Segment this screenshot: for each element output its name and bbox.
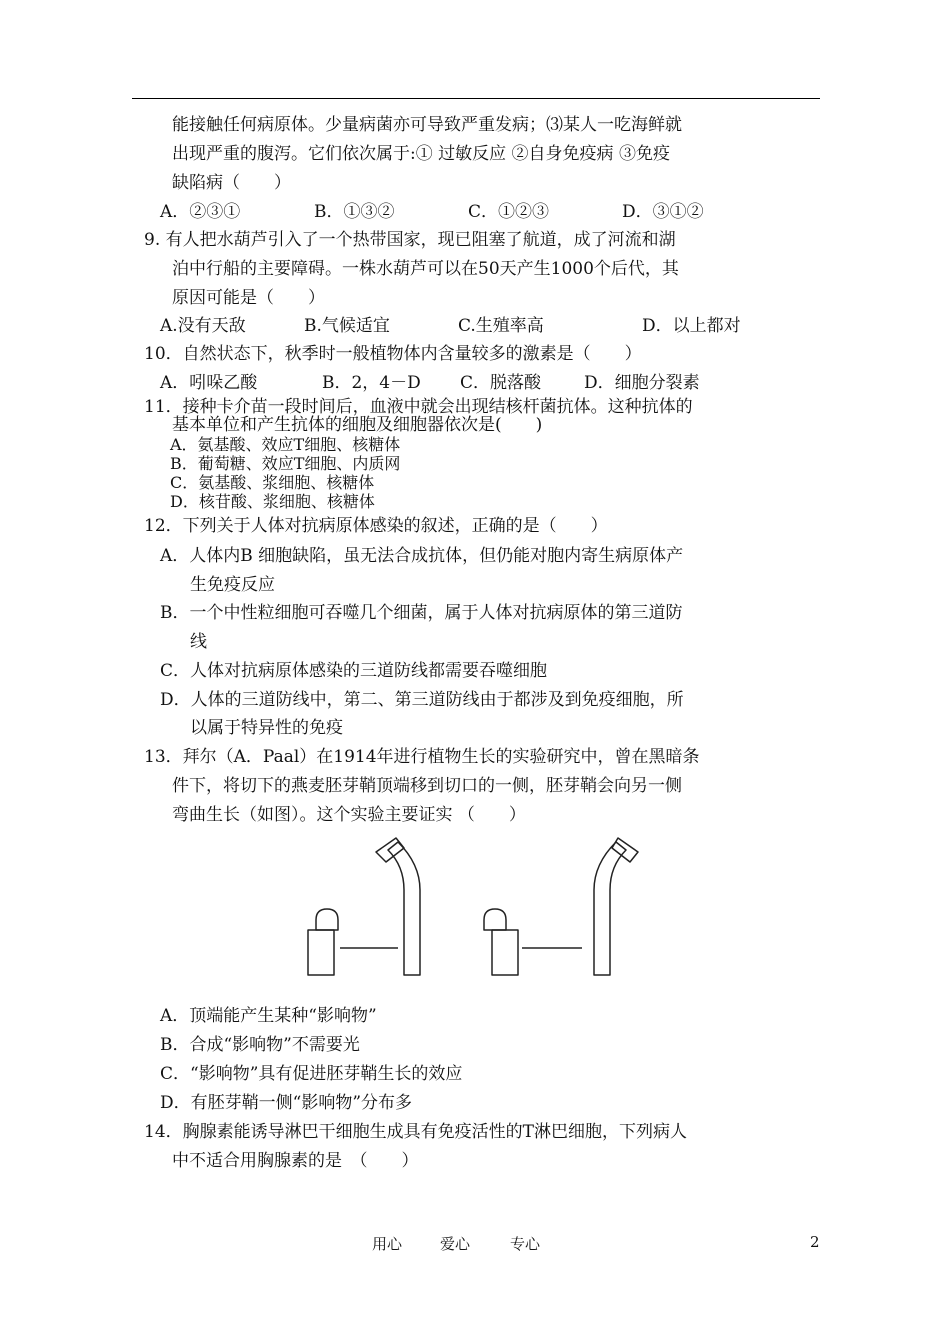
q8-line-1: 能接触任何病原体。少量病菌亦可导致严重发病；⑶某人一吃海鲜就	[172, 115, 682, 135]
q13-option-d: D．有胚芽鞘一侧“影响物”分布多	[160, 1093, 413, 1113]
q8-option-a: A．②③①	[160, 202, 241, 222]
q13-option-a: A．顶端能产生某种“影响物”	[160, 1006, 377, 1026]
q9-line-3: 原因可能是（ ）	[172, 288, 325, 308]
q8-line-3: 缺陷病（ ）	[172, 173, 291, 193]
coleoptile-tip-right	[484, 909, 506, 930]
cut-stump-left	[308, 930, 334, 975]
footer-motto-3: 专心	[510, 1235, 541, 1253]
footer-motto-1: 用心	[372, 1235, 403, 1253]
bent-coleoptile-left	[388, 842, 420, 975]
q13-option-b: B．合成“影响物”不需要光	[160, 1035, 360, 1055]
bent-coleoptile-right	[594, 842, 626, 975]
cut-stump-right	[492, 930, 518, 975]
q14-line-1: 14．胸腺素能诱导淋巴干细胞生成具有免疫活性的T淋巴细胞，下列病人	[144, 1122, 687, 1142]
q13-line-2: 件下，将切下的燕麦胚芽鞘顶端移到切口的一侧，胚芽鞘会向另一侧	[172, 776, 682, 796]
q10-option-b: B．2，4－D	[322, 373, 421, 393]
q13-line-3: 弯曲生长（如图）。这个实验主要证实 （ ）	[172, 805, 526, 825]
q12-line-1: 12．下列关于人体对抗病原体感染的叙述，正确的是（ ）	[144, 516, 608, 536]
q9-option-d: D．以上都对	[642, 316, 741, 336]
coleoptile-tip-left	[316, 909, 338, 930]
q11-line-2: 基本单位和产生抗体的细胞及细胞器依次是( )	[172, 415, 543, 435]
q8-option-b: B．①③②	[314, 202, 395, 222]
q12-option-d-line-1: D．人体的三道防线中，第二、第三道防线由于都涉及到免疫细胞，所	[160, 690, 684, 710]
q8-option-d: D．③①②	[622, 202, 704, 222]
q11-line-1: 11．接种卡介苗一段时间后，血液中就会出现结核杆菌抗体。这种抗体的	[144, 397, 693, 417]
q8-line-2: 出现严重的腹泻。它们依次属于:① 过敏反应 ②自身免疫病 ③免疫	[172, 144, 670, 164]
q9-option-a: A.没有天敌	[160, 316, 246, 336]
q9-line-2: 泊中行船的主要障碍。一株水葫芦可以在50天产生1000个后代，其	[172, 259, 679, 279]
q10-option-d: D．细胞分裂素	[584, 373, 700, 393]
header-rule	[132, 98, 820, 99]
q12-option-b-line-1: B．一个中性粒细胞可吞噬几个细菌，属于人体对抗病原体的第三道防	[160, 603, 683, 623]
q9-option-b: B.气候适宜	[304, 316, 390, 336]
q10-option-a: A．吲哚乙酸	[160, 373, 258, 393]
q11-option-a: A．氨基酸、效应T细胞、核糖体	[170, 435, 401, 454]
q8-option-c: C．①②③	[468, 202, 550, 222]
q13-line-1: 13．拜尔（A．Paal）在1914年进行植物生长的实验研究中，曾在黑暗条	[144, 747, 700, 767]
page-number: 2	[810, 1233, 820, 1251]
q10-line-1: 10．自然状态下，秋季时一般植物体内含量较多的激素是（ ）	[144, 344, 642, 364]
q12-option-b-line-2: 线	[190, 632, 207, 652]
q14-line-2: 中不适合用胸腺素的是 （ ）	[172, 1151, 419, 1171]
q9-option-c: C.生殖率高	[458, 316, 544, 336]
q11-option-b: B．葡萄糖、效应T细胞、内质网	[170, 454, 401, 473]
q12-option-c: C．人体对抗病原体感染的三道防线都需要吞噬细胞	[160, 661, 548, 681]
q10-option-c: C．脱落酸	[460, 373, 542, 393]
footer-motto-2: 爱心	[440, 1235, 471, 1253]
q12-option-a-line-2: 生免疫反应	[190, 575, 275, 595]
q13-option-c: C．“影响物”具有促进胚芽鞘生长的效应	[160, 1064, 463, 1084]
bent-tip-left	[376, 838, 404, 862]
q9-line-1: 9. 有人把水葫芦引入了一个热带国家，现已阻塞了航道，成了河流和湖	[144, 230, 676, 250]
q11-option-d: D．核苷酸、浆细胞、核糖体	[170, 492, 375, 511]
q12-option-d-line-2: 以属于特异性的免疫	[190, 718, 343, 738]
q12-option-a-line-1: A．人体内B 细胞缺陷，虽无法合成抗体，但仍能对胞内寄生病原体产	[160, 546, 684, 566]
q11-option-c: C．氨基酸、浆细胞、核糖体	[170, 473, 375, 492]
coleoptile-figure	[300, 830, 640, 980]
